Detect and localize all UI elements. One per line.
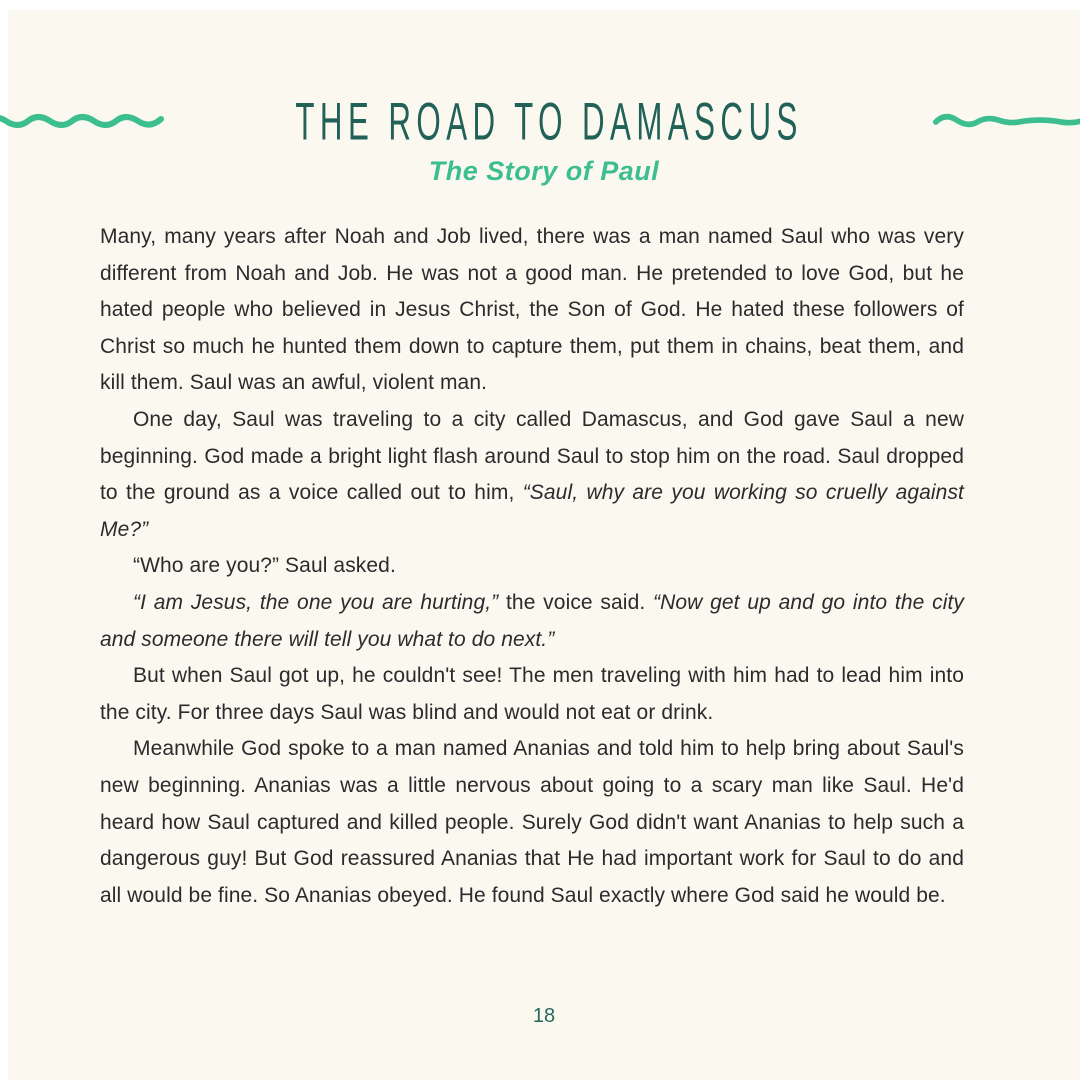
paragraph bbox=[100, 402, 964, 548]
quote-text: “I am Jesus, the one you are hurting,” bbox=[133, 590, 499, 614]
paragraph bbox=[100, 548, 964, 585]
chapter-title-row bbox=[8, 92, 1080, 150]
narrative-text: Meanwhile God spoke to a man named Ananias and told him to help bring about Saul's new beginning. Ananias was a little nervous about going to a scary man like Saul. He'd heard how Saul captured and killed people. Surely God didn't want Ananias to help such a dangerous guy! But God reassured Ananias that He had important work for Saul to do and all would be fine. So Ananias obeyed. He found Saul exactly where God said he would be. bbox=[100, 737, 964, 907]
narrative-text: But when Saul got up, he couldn't see! The men traveling with him had to lead him into the city. For three days Saul was blind and would not eat or drink. bbox=[100, 664, 964, 724]
chapter-title: THE ROAD TO DAMASCUS bbox=[295, 91, 803, 151]
book-page bbox=[8, 10, 1080, 1080]
chapter-header bbox=[8, 92, 1080, 187]
quote-text: “Now get up and go into the city and someone there will tell you what to do next.” bbox=[100, 590, 964, 651]
quote-text: “Saul, why are you working so cruelly against Me?” bbox=[100, 481, 964, 541]
squiggle-left-icon bbox=[0, 107, 166, 135]
paragraph bbox=[100, 585, 964, 658]
squiggle-right-icon bbox=[932, 107, 1080, 135]
narrative-text: Many, many years after Noah and Job lived, there was a man named Saul who was very different from Noah and Job. He was not a good man. He pretended to love God, but he hated people who believed in Jesus Christ, the Son of God. He hated these followers of Christ so much he hunted them down to capture them, put them in chains, beat them, and kill them. Saul was an awful, violent man. bbox=[100, 225, 964, 395]
narrative-text: “Who are you?” Saul asked. bbox=[133, 554, 396, 578]
page-number: 18 bbox=[532, 1005, 556, 1027]
paragraph bbox=[100, 658, 964, 731]
paragraph bbox=[100, 219, 964, 402]
story-text bbox=[100, 219, 964, 914]
page-footer bbox=[8, 1005, 1080, 1028]
narrative-text: the voice said. bbox=[498, 590, 653, 614]
chapter-subtitle: The Story of Paul bbox=[428, 156, 660, 186]
paragraph bbox=[100, 731, 964, 914]
narrative-text: One day, Saul was traveling to a city called Damascus, and God gave Saul a new beginning. God made a bright light flash around Saul to stop him on the road. Saul dropped to the ground as a voice called out to him, bbox=[100, 407, 964, 505]
